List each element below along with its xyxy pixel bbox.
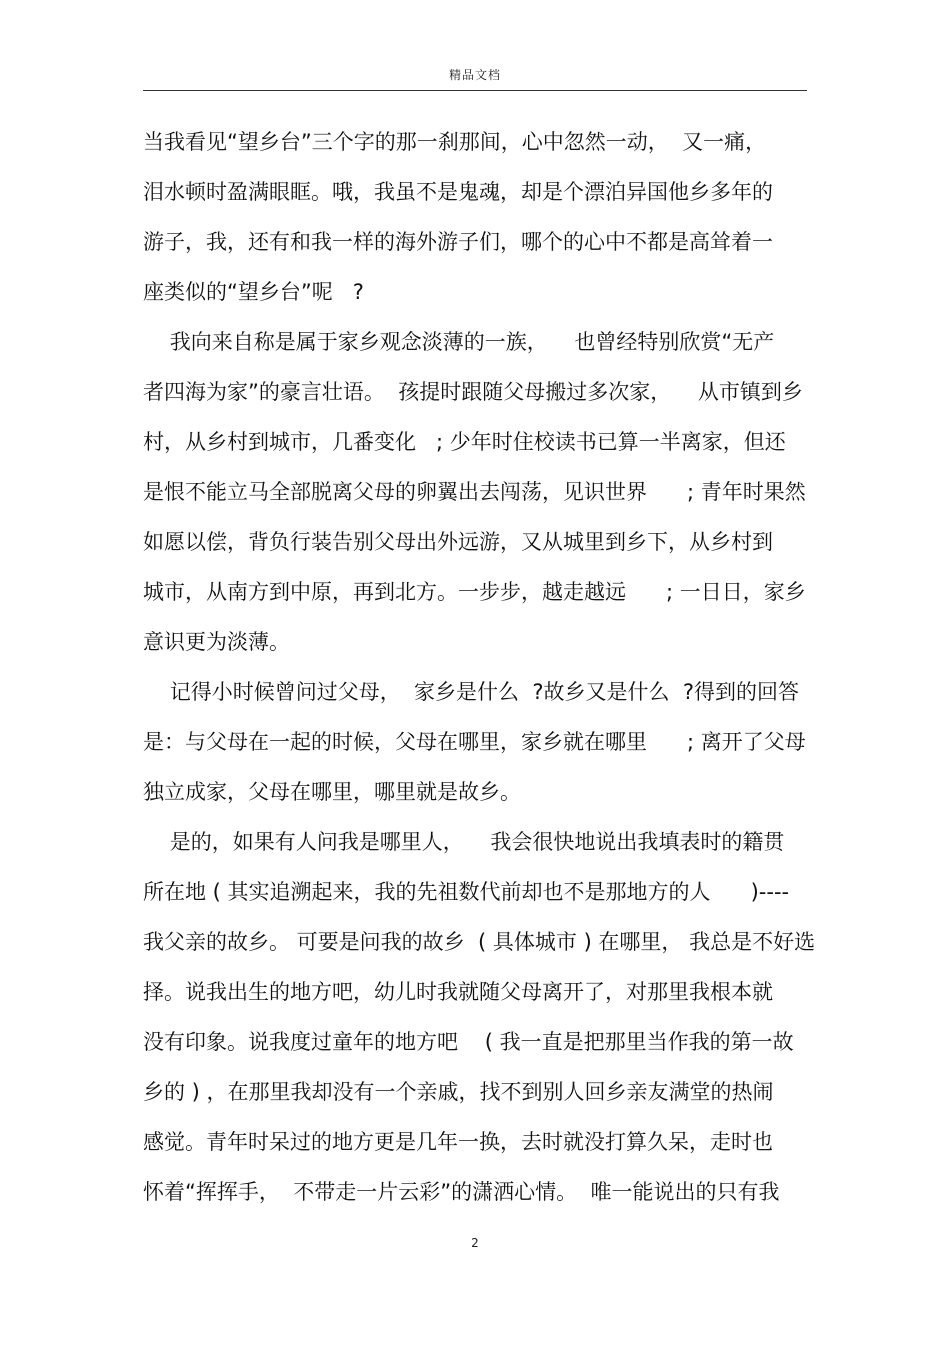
text-line: 是：与父母在一起的时候，父母在哪里，家乡就在哪里 ; 离开了父母 bbox=[143, 730, 806, 754]
text-line: 座类似的“望乡台”呢 ? bbox=[143, 280, 364, 304]
text-line: 城市，从南方到中原，再到北方。一步步，越走越远 ; 一日日，家乡 bbox=[143, 580, 806, 604]
text-line: 我父亲的故乡。 可要是问我的故乡 ( 具体城市 ) 在哪里， 我总是不好选 bbox=[143, 930, 816, 954]
text-line: 游子，我，还有和我一样的海外游子们，哪个的心中不都是高耸着一 bbox=[143, 230, 773, 254]
text-line: 感觉。青年时呆过的地方更是几年一换，去时就没打算久呆，走时也 bbox=[143, 1130, 773, 1154]
text-line: 意识更为淡薄。 bbox=[143, 630, 290, 654]
text-line: 怀着“挥挥手， 不带走一片云彩”的潇洒心情。 唯一能说出的只有我 bbox=[143, 1180, 780, 1204]
text-line: 者四海为家”的豪言壮语。 孩提时跟随父母搬过多次家， 从市镇到乡 bbox=[143, 380, 803, 404]
text-line: 所在地 ( 其实追溯起来，我的先祖数代前却也不是那地方的人 )---- bbox=[143, 880, 790, 904]
text-line: 是的，如果有人问我是哪里人， 我会很快地说出我填表时的籍贯 bbox=[143, 830, 785, 854]
text-line: 独立成家，父母在哪里，哪里就是故乡。 bbox=[143, 780, 521, 804]
text-line: 村，从乡村到城市，几番变化 ; 少年时住校读书已算一半离家，但还 bbox=[143, 430, 786, 454]
text-line: 记得小时候曾问过父母， 家乡是什么 ?故乡又是什么 ?得到的回答 bbox=[143, 680, 800, 704]
text-line: 没有印象。说我度过童年的地方吧 ( 我一直是把那里当作我的第一故 bbox=[143, 1030, 794, 1054]
text-line: 泪水顿时盈满眼眶。哦，我虽不是鬼魂，却是个漂泊异国他乡多年的 bbox=[143, 180, 773, 204]
header-divider bbox=[143, 90, 807, 91]
page-header: 精品文档 bbox=[448, 68, 501, 82]
article-body bbox=[143, 117, 823, 1217]
page-number: 2 bbox=[471, 1236, 479, 1250]
text-line: 如愿以偿，背负行装告别父母出外远游，又从城里到乡下，从乡村到 bbox=[143, 530, 773, 554]
text-line: 当我看见“望乡台”三个字的那一刹那间，心中忽然一动， 又一痛， bbox=[143, 130, 767, 154]
text-line: 我向来自称是属于家乡观念淡薄的一族， 也曾经特别欣赏“无产 bbox=[143, 330, 775, 354]
text-line: 择。说我出生的地方吧，幼儿时我就随父母离开了，对那里我根本就 bbox=[143, 980, 773, 1004]
text-line: 乡的 ) ，在那里我却没有一个亲戚，找不到别人回乡亲友满堂的热闹 bbox=[143, 1080, 774, 1104]
text-line: 是恨不能立马全部脱离父母的卵翼出去闯荡，见识世界 ; 青年时果然 bbox=[143, 480, 806, 504]
